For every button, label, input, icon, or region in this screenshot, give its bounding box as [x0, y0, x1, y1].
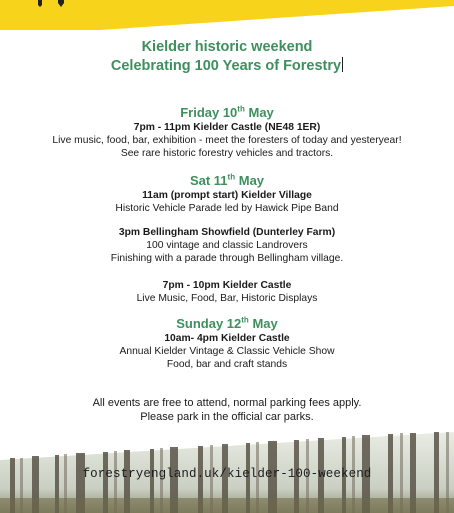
day-heading-friday: [0, 104, 454, 121]
event-time-location: 7pm - 11pm Kielder Castle (NE48 1ER): [133, 122, 321, 133]
day-name: Sunday 12: [176, 316, 242, 331]
parking-note: Please park in the official car parks.: [140, 411, 314, 423]
event-description: See rare historic forestry vehicles and tractors.: [120, 148, 334, 159]
website-url: forestryengland.uk/kielder-100-weekend: [82, 467, 372, 481]
day-suffix: th: [241, 315, 249, 325]
day-name: Friday 10: [180, 105, 238, 120]
text-cursor: [342, 57, 343, 72]
day-suffix: th: [237, 104, 245, 114]
forestry-england-logo-icon: [34, 0, 68, 8]
day-heading-saturday: [0, 172, 454, 189]
event-time-location: 3pm Bellingham Showfield (Dunterley Farm): [118, 227, 336, 238]
attendance-note: [0, 396, 454, 424]
event-description: Food, bar and craft stands: [166, 359, 288, 370]
event-block-saturday-evening: [0, 279, 454, 305]
day-month: May: [238, 173, 265, 188]
top-yellow-band: [0, 0, 454, 30]
day-section-saturday: [0, 172, 454, 215]
event-description: Annual Kielder Vintage & Classic Vehicle Show: [119, 346, 335, 357]
event-description: Finishing with a parade through Bellingham village.: [110, 253, 344, 264]
event-time-location: 11am (prompt start) Kielder Village: [142, 190, 312, 201]
free-entry-note: All events are free to attend, normal parking fees apply.: [92, 397, 362, 409]
day-name: Sat 11: [189, 173, 228, 188]
event-description: 100 vintage and classic Landrovers: [146, 240, 308, 251]
day-heading-sunday: [0, 315, 454, 332]
event-title-block: [0, 38, 454, 76]
event-subtitle: [0, 57, 454, 76]
day-suffix: th: [227, 172, 236, 182]
event-description: Live Music, Food, Bar, Historic Displays: [136, 293, 318, 304]
day-section-sunday: [0, 315, 454, 371]
day-section-friday: [0, 104, 454, 160]
event-block-bellingham: [0, 226, 454, 265]
event-time-location: 7pm - 10pm Kielder Castle: [162, 280, 292, 291]
event-subtitle-text: Celebrating 100 Years of Forestry: [110, 58, 342, 74]
event-description: Historic Vehicle Parade led by Hawick Pipe Band: [115, 203, 339, 214]
event-title: Kielder historic weekend: [141, 39, 313, 55]
event-description: Live music, food, bar, exhibition - meet the foresters of today and yesteryear!: [52, 135, 402, 146]
day-month: May: [252, 316, 278, 331]
day-month: May: [248, 105, 274, 120]
event-time-location: 10am- 4pm Kielder Castle: [164, 333, 290, 344]
